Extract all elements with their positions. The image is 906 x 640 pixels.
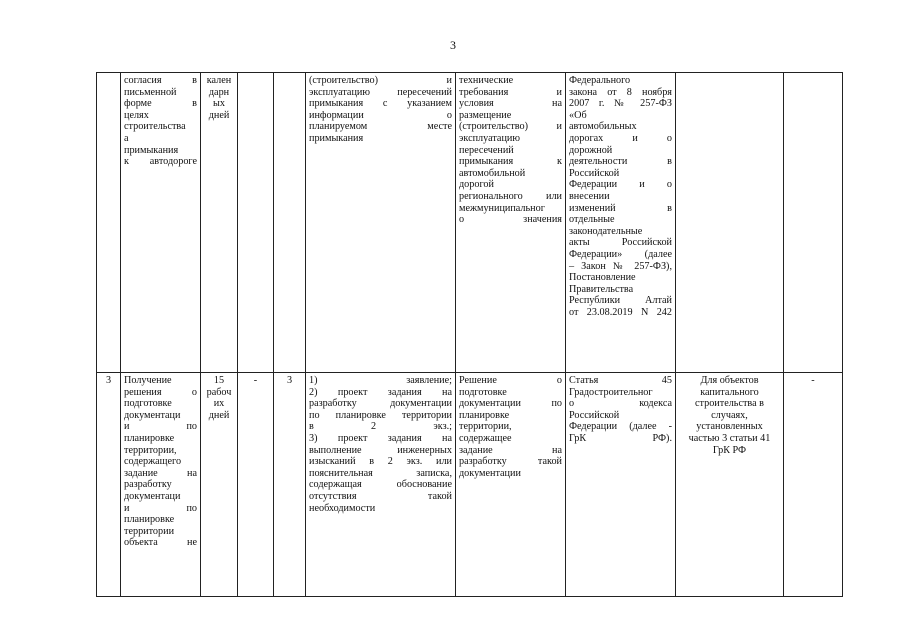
col3-cell [238, 73, 274, 373]
legal-basis-cell-line: от 23.08.2019 N 242 [569, 306, 672, 318]
documents-cell-line: примыкания [309, 132, 364, 144]
service-name-cell-line: территории, [124, 444, 177, 456]
result-cell-line: планировке [459, 409, 510, 421]
legal-basis-cell [566, 73, 676, 373]
result-cell-line: документации по [459, 398, 562, 410]
documents-cell-line: 3) проект задания на [309, 432, 452, 444]
legal-basis-cell-line: отдельные [569, 214, 615, 226]
note-cell-line: капитального [700, 386, 759, 398]
service-name-cell [121, 73, 201, 373]
term-cell [201, 373, 238, 597]
table-row [97, 373, 843, 597]
term-cell-line: дней [208, 109, 230, 121]
legal-basis-cell-line: Республики Алтай [569, 295, 672, 307]
service-name-cell-line: документаци [124, 409, 181, 421]
table-row [97, 73, 843, 373]
documents-cell-line: пояснительная записка, [309, 467, 452, 479]
document-table [96, 72, 843, 597]
documents-cell-line: примыкания с указанием [309, 98, 452, 110]
service-name-cell-line: решения о [124, 386, 197, 398]
legal-basis-cell-line: Постановление [569, 272, 636, 284]
result-cell-line: разработку такой [459, 456, 562, 468]
result-cell-line: (строительство) и [459, 121, 562, 133]
note-cell-line: ГрК РФ [712, 444, 747, 456]
term-cell [201, 73, 238, 373]
service-name-cell-line: задание на [124, 467, 197, 479]
result-cell-line: требования и [459, 86, 562, 98]
col3-cell [238, 373, 274, 597]
legal-basis-cell-line: изменений в [569, 202, 672, 214]
legal-basis-cell-line: о кодекса [569, 398, 672, 410]
legal-basis-cell-line: Российской [569, 409, 620, 421]
service-name-cell-line: Получение [124, 375, 172, 386]
result-cell-line: размещение [459, 109, 512, 121]
legal-basis-cell-line: Федерального [569, 75, 631, 86]
note-cell [676, 73, 784, 373]
legal-basis-cell-line: автомобильных [569, 121, 637, 133]
legal-basis-cell-line: внесении [569, 190, 610, 202]
result-cell-line: межмуниципальног [459, 202, 545, 214]
documents-cell-line: разработку документации [309, 398, 452, 410]
result-cell [456, 373, 566, 597]
row-number-line: 3 [105, 375, 112, 386]
service-name-cell-line: форме в [124, 98, 197, 110]
service-name-cell-line: объекта не [124, 537, 197, 549]
term-cell-line: дней [208, 409, 230, 421]
result-cell-line: дорогой [459, 179, 494, 191]
service-name-cell-line: к автодороге [124, 156, 197, 168]
legal-basis-cell-line: – Закон № 257-ФЗ), [569, 260, 672, 272]
documents-cell-line: содержащая обоснование [309, 479, 452, 491]
service-name-cell-line: целях [124, 109, 149, 121]
documents-cell [306, 73, 456, 373]
legal-basis-cell-line: закона от 8 ноября [569, 86, 672, 98]
service-name-cell-line: а [124, 132, 129, 144]
term-cell-line: ых [213, 98, 225, 110]
note-cell-line: случаях, [711, 409, 748, 421]
service-name-cell-line: примыкания [124, 144, 179, 156]
result-cell [456, 73, 566, 373]
documents-cell-line: выполнение инженерных [309, 444, 452, 456]
row-number [97, 373, 121, 597]
documents-cell-line: изысканий в 2 экз. или [309, 456, 452, 468]
service-name-cell-line: содержащего [124, 456, 182, 468]
documents-cell-line: в 2 экз.; [309, 421, 452, 433]
documents-cell [306, 373, 456, 597]
documents-cell-line: 1) заявление; [309, 375, 452, 386]
term-cell-line: дарн [208, 86, 230, 98]
legal-basis-cell-line: законодательные [569, 225, 643, 237]
documents-cell-line: необходимости [309, 502, 376, 514]
result-cell-line: автомобильной [459, 167, 526, 179]
legal-basis-cell-line: дорожной [569, 144, 613, 156]
term-cell-line: их [213, 398, 225, 410]
legal-basis-cell-line: Статья 45 [569, 375, 672, 386]
note-cell-line: установленных [696, 421, 763, 433]
legal-basis-cell-line: дорогах и о [569, 132, 672, 144]
service-name-cell-line: и по [124, 502, 197, 514]
legal-basis-cell-line: Федерации (далее - [569, 421, 672, 433]
service-name-cell-line: планировке [124, 432, 175, 444]
legal-basis-cell-line: 2007 г. № 257-ФЗ [569, 98, 672, 110]
documents-cell-line: 2) проект задания на [309, 386, 452, 398]
legal-basis-cell [566, 373, 676, 597]
result-cell-line: условия на [459, 98, 562, 110]
documents-cell-line: эксплуатацию пересечений [309, 86, 452, 98]
result-cell-line: примыкания к [459, 156, 562, 168]
term-cell-line: 15 [213, 375, 225, 386]
result-cell-line: территории, [459, 421, 512, 433]
service-name-cell-line: территории [124, 525, 175, 537]
legal-basis-cell-line: акты Российской [569, 237, 672, 249]
legal-basis-cell-line: деятельности в [569, 156, 672, 168]
note-cell-line: Для объектов [700, 375, 759, 386]
service-name-cell-line: и по [124, 421, 197, 433]
documents-cell-line: (строительство) и [309, 75, 452, 86]
legal-basis-cell-line: Градостроительног [569, 386, 653, 398]
service-name-cell-line: документаци [124, 490, 181, 502]
last-cell-line: - [811, 375, 815, 386]
result-cell-line: задание на [459, 444, 562, 456]
term-cell-line: кален [206, 75, 232, 86]
legal-basis-cell-line: Российской [569, 167, 620, 179]
last-cell [784, 373, 843, 597]
col4-cell-line: 3 [286, 375, 293, 386]
service-name-cell-line: подготовке [124, 398, 172, 410]
col4-cell [274, 73, 306, 373]
legal-basis-cell-line: Федерации» (далее [569, 248, 672, 260]
page-number: 3 [450, 38, 456, 52]
legal-basis-cell-line: Правительства [569, 283, 634, 295]
service-name-cell-line: строительства [124, 121, 186, 133]
note-cell-line: частью 3 статьи 41 [688, 432, 771, 444]
documents-cell-line: по планировке территории [309, 409, 452, 421]
note-cell-line: строительства в [695, 398, 764, 410]
result-cell-line: документации [459, 467, 521, 479]
result-cell-line: о значения [459, 214, 562, 226]
service-name-cell [121, 373, 201, 597]
legal-basis-cell-line: «Об [569, 109, 587, 121]
note-cell [676, 373, 784, 597]
documents-cell-line: информации о [309, 109, 452, 121]
result-cell-line: пересечений [459, 144, 514, 156]
legal-basis-cell-line: Федерации и о [569, 179, 672, 191]
term-cell-line: рабоч [206, 386, 232, 398]
result-cell-line: эксплуатацию [459, 132, 520, 144]
legal-basis-cell-line: ГрК РФ). [569, 432, 672, 444]
service-name-cell-line: планировке [124, 514, 175, 526]
service-name-cell-line: согласия в [124, 75, 197, 86]
documents-cell-line: отсутствия такой [309, 490, 452, 502]
row-number [97, 73, 121, 373]
result-cell-line: подготовке [459, 386, 507, 398]
col3-cell-line: - [253, 375, 258, 386]
service-name-cell-line: разработку [124, 479, 172, 491]
documents-cell-line: планируемом месте [309, 121, 452, 133]
result-cell-line: Решение о [459, 375, 562, 386]
service-name-cell-line: письменной [124, 86, 177, 98]
last-cell [784, 73, 843, 373]
col4-cell [274, 373, 306, 597]
result-cell-line: содержащее [459, 432, 512, 444]
result-cell-line: технические [459, 75, 514, 86]
result-cell-line: регионального или [459, 190, 562, 202]
